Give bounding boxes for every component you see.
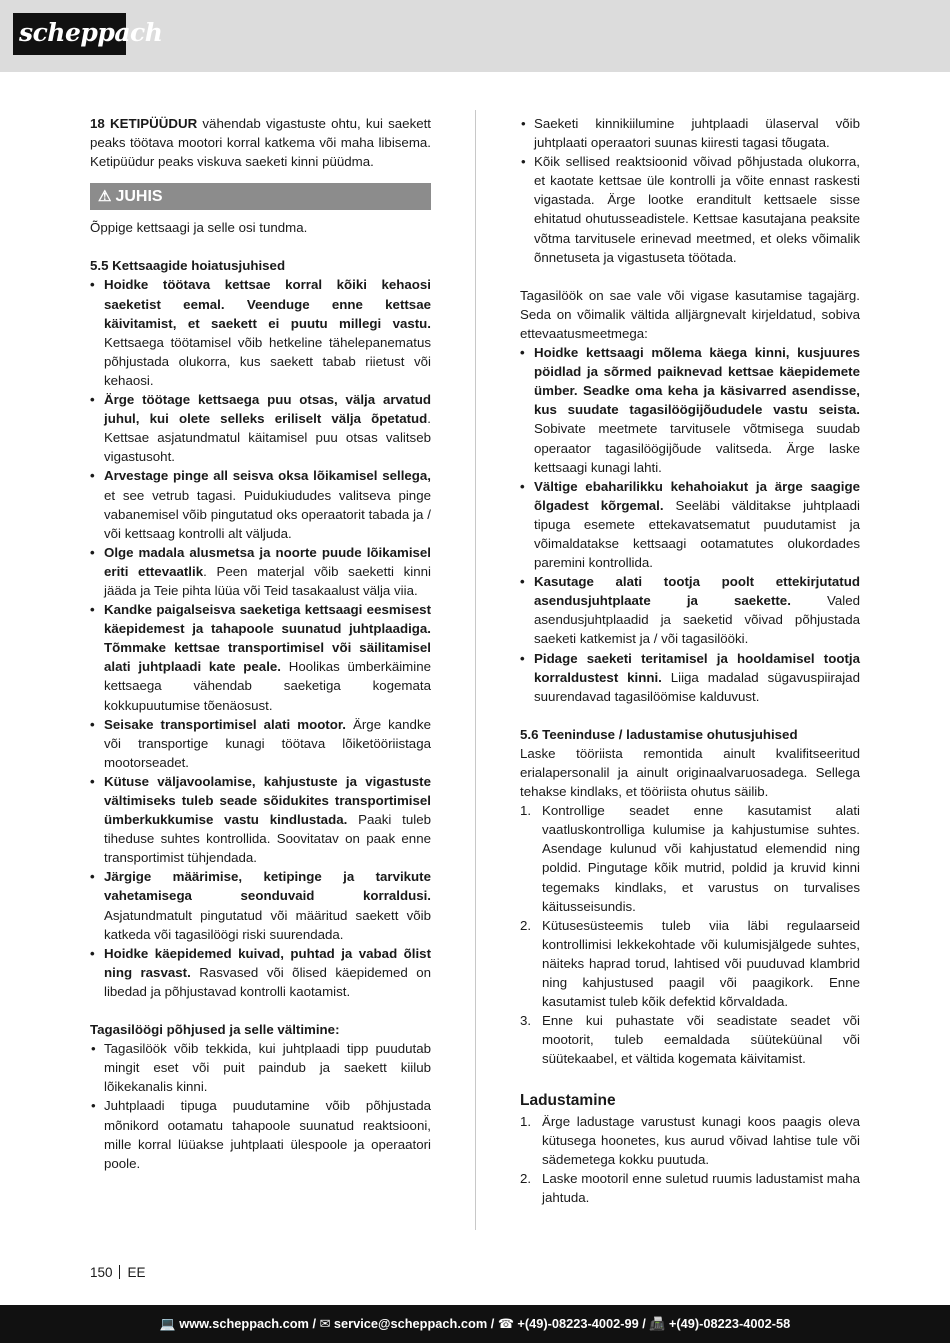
list-item-bold: Kandke paigalseisva saeketiga kettsaagi eesmisest käepidemest ja tahapoole suunatud juhtplaadiga. Tõmmake kettsae transportimisel või säilitamisel alati juhtplaadi kate peale. xyxy=(104,602,431,675)
storage-list xyxy=(520,1112,860,1207)
list-item: • Juhtplaadi tipuga puudutamine võib põhjustada mõnikord ootamatu tahapoole suunatud reaktsiooni, mille korral lüüakse juhtplaati ülespoole ja operaatori poole. xyxy=(90,1096,431,1172)
list-item xyxy=(520,649,860,706)
list-item-bold: Olge madala alusmetsa ja noorte puude lõikamisel eriti ettevaatlik xyxy=(104,544,431,579)
list-item-text: Seeläbi välditakse juhtplaadi tipuga esemete ettekavatsematut puudutamist ja võimaldatakse kettsaagi ootamatutes olukordades paremini kontrollida. xyxy=(534,497,860,571)
kickback-list xyxy=(90,1039,431,1173)
list-item xyxy=(90,600,431,715)
list-item-number: 1. xyxy=(520,803,532,819)
section-5-6-list xyxy=(520,801,860,1068)
list-item-bold: Seisake transportimisel alati mootor. xyxy=(104,716,346,732)
footer-phone: +(49)-08223-4002-99 / xyxy=(517,1316,646,1331)
section-5-6-intro: Laske tööriista remontida ainult kvalifitseeritud erialapersonalil ja ainult originaalvaruosadega. Sellega tehakse kindlaks, et tööriista ohutus säilib. xyxy=(520,745,860,800)
list-item-text: Rasvased või õlised käepidemed on libedad ja põhjustavad kontrolli kaotamist. xyxy=(104,964,431,999)
list-item xyxy=(90,772,431,867)
list-item-bold: Hoidke töötava kettsae korral kõiki kehaosi saeketist eemal. Veenduge enne kettsae käivitamist, et saekett ei puutu millegi vastu. xyxy=(104,277,431,331)
list-item-text: Asjatundmatult pingutatud või määritud saekett võib katkeda või tagasilöögi riski suurendada. xyxy=(104,907,431,942)
list-item xyxy=(520,801,860,916)
intro-bold: 18 KETIPÜÜDUR xyxy=(90,116,198,131)
list-item-number: 3. xyxy=(520,1013,532,1029)
list-item-bold: Arvestage pinge all seisva oksa lõikamisel sellega, xyxy=(104,468,431,484)
storage-title: Ladustamine xyxy=(520,1091,616,1109)
intro-paragraph xyxy=(90,114,431,171)
list-item xyxy=(90,275,431,390)
list-item xyxy=(520,1169,860,1207)
list-item-text: Valed asendusjuhtplaadid ja saeketid võivad põhjustada saeketi katkemist ja / või tagasilööki. xyxy=(534,593,860,647)
footer-fax: +(49)-08223-4002-58 xyxy=(668,1316,791,1331)
list-item xyxy=(90,543,431,600)
right-column xyxy=(520,114,860,1207)
page-number-value: 150 xyxy=(90,1265,113,1280)
list-item xyxy=(90,944,431,1001)
kickback-list-continued xyxy=(520,114,860,267)
mail-icon: ✉ xyxy=(319,1316,331,1331)
list-item-text: Enne kui puhastate või seadistate seadet või mootorit, tuleb eemaldada süüteküünal või süütekaabel, et vältida kogemata käivitamist. xyxy=(542,1013,860,1067)
list-item-text: Ärge ladustage varustust kunagi koos paagis oleva kütusega hoonetes, kus aurud võivad lahtise tule või sädemetega kokku puutuda. xyxy=(542,1113,860,1167)
juhis-label: JUHIS xyxy=(115,188,163,206)
list-item-bold: Pidage saeketi teritamisel ja hooldamisel tootja korraldustest kinni. xyxy=(534,650,860,685)
warning-triangle-icon: ⚠ xyxy=(98,188,112,206)
intro-text: vähendab vigastuste ohtu, kui saekett peaks töötava mootori korral katkema või maha libisema. Ketipüüdur peaks viskuva saeketi kinni püüdma. xyxy=(90,116,432,170)
list-item-bold: Hoidke käepidemed kuivad, puhtad ja vabad õlist ning rasvast. xyxy=(104,945,431,980)
juhis-box xyxy=(90,183,431,210)
list-item-bold: Järgige määrimise, ketipinge ja tarvikute vahetamisega seonduvaid korraldusi. xyxy=(104,869,431,904)
section-5-5-list xyxy=(90,275,431,1001)
footer-web[interactable]: www.scheppach.com / xyxy=(179,1316,317,1331)
scheppach-logo: scheppach xyxy=(13,13,126,55)
list-item xyxy=(520,1112,860,1169)
list-item: • Kõik sellised reaktsioonid võivad põhjustada olukorra, et kaotate kettsae üle kontrolli ja võite ennast raskesti vigastada. Ärge lootke eranditult kettsaele sisse ehitatud ohutusseadistele. Kettsae kasutajana peaksite võtma tarvitusele erinevad meetmed, et oleks võimalik õnnetuseta ja vigastuseta töötada. xyxy=(520,152,860,267)
list-item-text: . Kettsae asjatundmatul käitamisel puu otsas valitseb vigastusoht. xyxy=(104,411,431,465)
juhis-text: Õppige kettsaagi ja selle osi tundma. xyxy=(90,220,308,236)
list-item-text: Laske mootoril enne suletud ruumis ladustamist maha jahtuda. xyxy=(542,1170,860,1205)
list-item xyxy=(90,867,431,943)
list-item xyxy=(520,343,860,477)
list-item-number: 2. xyxy=(520,917,532,933)
list-item xyxy=(520,916,860,1011)
footer-email[interactable]: service@scheppach.com / xyxy=(333,1316,495,1331)
list-item-number: 1. xyxy=(520,1113,532,1129)
list-item xyxy=(520,572,860,648)
list-item-bold: Vältige ebaharilikku kehahoiakut ja ärge saagige õlgadest kõrgemal. xyxy=(534,478,860,513)
list-item-text: Kettsaega töötamisel võib hetkeline tähelepanematus põhjustada olukorra, kus saekett tabab riietust või kehaosi. xyxy=(104,334,431,388)
kickback-title: Tagasilöögi põhjused ja selle vältimine: xyxy=(90,1022,340,1038)
list-item xyxy=(90,390,431,466)
list-item-text: Sobivate meetmete tarvitusele võtmisega suudab operaator tagasilöögijõude valitseda. Ärge laske kettsaagi kunagi lahti. xyxy=(534,421,860,475)
list-item xyxy=(520,477,860,572)
page-language: EE xyxy=(127,1265,146,1280)
list-item xyxy=(520,1011,860,1068)
section-5-5-title: 5.5 Kettsaagide hoiatusjuhised xyxy=(90,258,286,274)
kickback-measures-list xyxy=(520,343,860,706)
list-item-text: Ärge kandke või transportige kunagi töötava lõiketööriistaga mootorseadet. xyxy=(104,716,431,770)
list-item-bold: Kütuse väljavoolamise, kahjustuste ja vigastuste vältimiseks tuleb seade sõidukites transportimisel ümberkukkumise vastu kindlustada. xyxy=(104,773,431,828)
list-item-number: 2. xyxy=(520,1170,532,1186)
section-5-6-title: 5.6 Teeninduse / ladustamise ohutusjuhised xyxy=(520,726,798,742)
left-column xyxy=(90,114,431,1173)
list-item-bold: Ärge töötage kettsaega puu otsas, välja arvatud juhul, kui olete selleks eriliselt välja õpetatud xyxy=(104,392,431,427)
footer-bar xyxy=(0,1305,950,1343)
list-item-text: Paaki tuleb tiheduse suhtes kontrollida. Soovitatav on paak enne transportimist tühjendada. xyxy=(104,812,431,866)
list-item-text: Kontrollige seadet enne kasutamist alati vaatluskontrolliga kulumise ja kahjustumise suhtes. Asendage kulunud või kahjustatud elemendid ning poldid. Pingutage kõik mutrid, poldid ja kruvid kinni tegemaks kindlaks, et varustus on turvalises käitusseisundis. xyxy=(542,803,860,914)
list-item-text: Hoolikas ümberkäimine kettsaega vähendab saeketiga kogemata kokkupuutumise tõenäosust. xyxy=(104,659,431,713)
list-item-bold: Kasutage alati tootja poolt ettekirjutatud asendusjuhtplaate ja saekette. xyxy=(534,574,860,609)
list-item: • Tagasilöök võib tekkida, kui juhtplaadi tipp puudutab mingit eset või puit paindub ja saekett kiilub lõikekanalis kinni. xyxy=(90,1039,431,1096)
list-item-text: Liiga madalad sügavuspiirajad suurendavad tagasilöömise kalduvust. xyxy=(534,669,860,704)
kickback-paragraph: Tagasilöök on sae vale või vigase kasutamise tagajärg. Seda on võimalik vältida alljärgnevalt kirjeldatud, sobiva ettevaatusmeetmega: xyxy=(520,287,860,341)
list-item-text: Kütusesüsteemis tuleb viia läbi regulaarseid kontrollimisi lekkekohtade või kulumisjälgede suhtes, näiteks haprad torud, lahtised või puuduvad klambrid ning kahjustused paagil või paagikork. Enne kasutamist tuleb kõik defektid kõrvaldada. xyxy=(542,917,860,1010)
page-number xyxy=(90,1264,146,1282)
list-item-text: . Peen materjal võib saeketti kinni jääda ja Teie pihta lüüa või Teid tasakaalust välja viia. xyxy=(104,563,432,598)
list-item xyxy=(90,715,431,772)
computer-icon: 💻 xyxy=(159,1316,176,1331)
column-divider xyxy=(475,110,476,1230)
fax-icon: 📠 xyxy=(649,1316,666,1331)
list-item xyxy=(90,466,431,542)
list-item-bold: Hoidke kettsaagi mõlema käega kinni, kusjuures pöidlad ja sõrmed paiknevad kettsae käepidemete ümber. Seadke oma keha ja käsivarred asendisse, kus suudate tagasilöögijõududele vastu seista. xyxy=(534,345,860,418)
phone-icon: ☎ xyxy=(497,1316,514,1331)
list-item: • Saeketi kinnikiilumine juhtplaadi ülaserval võib juhtplaati operaatori suunas kiiresti tagasi tõugata. xyxy=(520,114,860,152)
list-item-text: et see vetrub tagasi. Puidukiududes valitseva pinge vabanemisel võib pingutatud oks operaatorit tabada ja / või kettsaag kontrolli alt väljuda. xyxy=(104,487,431,541)
header-bar xyxy=(0,0,950,72)
